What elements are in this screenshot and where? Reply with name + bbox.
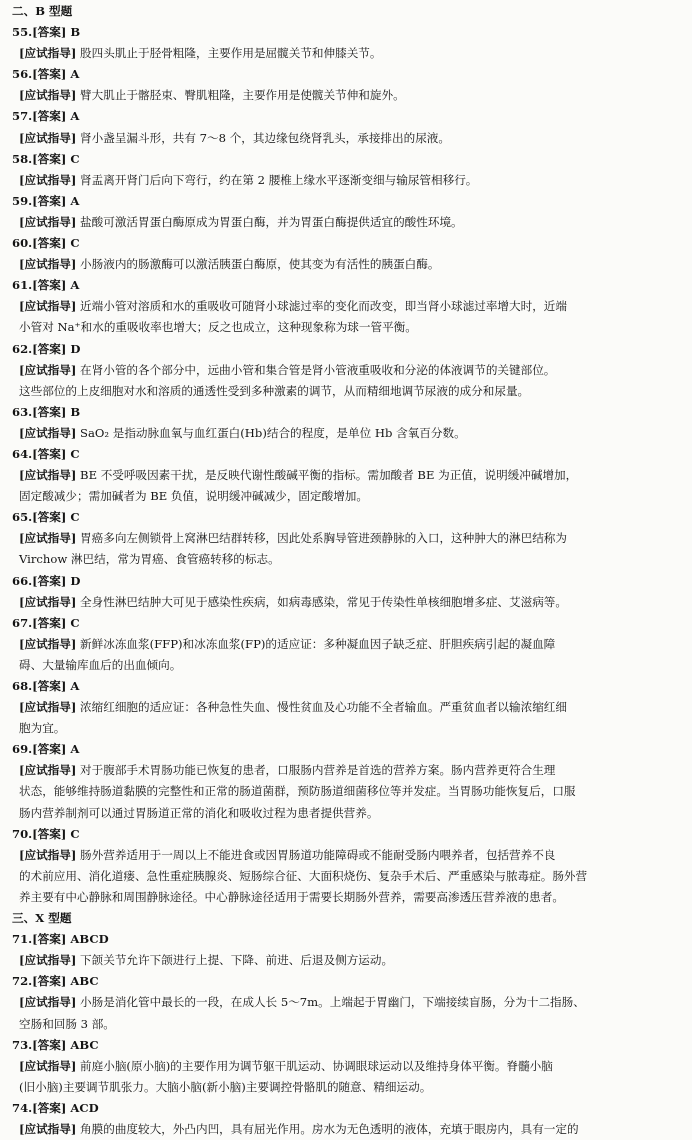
guide-text: 肾小盏呈漏斗形，共有 7～8 个，其边缘包绕肾乳头，承接排出的尿液。 [80, 130, 450, 145]
guide-continuation: 肠内营养制剂可以通过胃肠道正常的消化和吸收过程为患者提供营养。 [19, 805, 379, 820]
guide-line [12, 128, 678, 149]
guide-continuation: Virchow 淋巴结，常为胃癌、食管癌转移的标志。 [19, 552, 280, 567]
guide-tag: [应试指导] [19, 257, 77, 272]
answer-line [12, 64, 678, 85]
answer-value: C [70, 151, 80, 166]
answer-line [12, 571, 678, 592]
guide-tag: [应试指导] [19, 130, 77, 145]
guide-tag: [应试指导] [19, 594, 77, 609]
question-number: 69. [12, 742, 33, 757]
guide-tag: [应试指导] [19, 847, 77, 862]
answer-tag: [答案] [32, 193, 67, 208]
answer-value: B [70, 404, 81, 419]
guide-tag: [应试指导] [19, 700, 77, 715]
answer-line [12, 275, 678, 296]
answer-line [12, 444, 678, 465]
guide-tag: [应试指导] [19, 214, 77, 229]
guide-tag: [应试指导] [19, 953, 77, 968]
question-number: 66. [12, 573, 33, 588]
guide-continuation: 碍、大量输库血后的出血倾向。 [19, 657, 182, 672]
answer-value: ACD [70, 1100, 99, 1115]
guide-tag: [应试指导] [19, 172, 77, 187]
guide-tag: [应试指导] [19, 995, 77, 1010]
answer-tag: [答案] [32, 615, 67, 630]
answer-tag: [答案] [32, 1100, 67, 1115]
guide-tag: [应试指导] [19, 1121, 77, 1136]
guide-tag: [应试指导] [19, 763, 77, 778]
answer-value: C [70, 615, 80, 630]
answer-line [12, 339, 678, 360]
answer-value: ABCD [70, 932, 109, 947]
guide-line [12, 950, 678, 971]
answer-line [12, 929, 678, 950]
question-number: 72. [12, 974, 33, 989]
guide-text: 在肾小管的各个部分中，远曲小管和集合管是肾小管液重吸收和分泌的体液调节的关键部位。 [80, 362, 556, 377]
question-number: 71. [12, 932, 33, 947]
guide-line [12, 85, 678, 106]
answer-tag: [答案] [32, 1037, 67, 1052]
guide-line [12, 1119, 678, 1140]
answer-tag: [答案] [32, 446, 67, 461]
answer-tag: [答案] [32, 341, 67, 356]
answer-line [12, 507, 678, 528]
guide-continuation: 的术前应用、消化道瘘、急性重症胰腺炎、短肠综合征、大面积烧伤、复杂手术后、严重感染与脓毒症。肠外营 [19, 868, 588, 883]
guide-tag: [应试指导] [19, 636, 77, 651]
answer-tag: [答案] [32, 151, 67, 166]
guide-line [12, 296, 678, 317]
answer-tag: [答案] [32, 67, 67, 82]
section-heading: 三、X 型题 [12, 911, 72, 926]
answer-tag: [答案] [32, 932, 67, 947]
answer-tag: [答案] [32, 573, 67, 588]
guide-text: 臂大肌止于髂胫束、臀肌粗隆，主要作用是使髋关节伸和旋外。 [80, 88, 405, 103]
guide-tag: [应试指导] [19, 468, 77, 483]
guide-text: 前庭小脑(原小脑)的主要作用为调节躯干肌运动、协调眼球运动以及维持身体平衡。脊髓小脑 [80, 1058, 553, 1073]
guide-text: 全身性淋巴结肿大可见于感染性疾病，如病毒感染，常见于传染性单核细胞增多症、艾滋病等。 [80, 594, 567, 609]
guide-tag: [应试指导] [19, 46, 77, 61]
answer-tag: [答案] [32, 974, 67, 989]
guide-continuation: 胞为宜。 [19, 721, 66, 736]
answer-value: C [70, 510, 80, 525]
guide-continuation: 养主要有中心静脉和周围静脉途径。中心静脉途径适用于需要长期肠外营养，需要高渗透压营养液的患者。 [19, 889, 564, 904]
guide-line [12, 1056, 678, 1077]
answer-value: A [70, 679, 80, 693]
answer-line [12, 971, 678, 992]
guide-text: 小肠液内的肠激酶可以激活胰蛋白酶原，使其变为有活性的胰蛋白酶。 [80, 257, 440, 272]
guide-text: SaO₂ 是指动脉血氧与血红蛋白(Hb)结合的程度，是单位 Hb 含氧百分数。 [80, 425, 466, 440]
question-number: 68. [12, 679, 33, 693]
guide-text: 新鲜冰冻血浆(FFP)和冰冻血浆(FP)的适应证：多种凝血因子缺乏症、肝胆疾病引起的凝血障 [80, 636, 556, 651]
answer-line [12, 824, 678, 845]
answer-tag: [答案] [32, 404, 67, 419]
answer-value: ABC [70, 974, 99, 989]
guide-text: 盐酸可激活胃蛋白酶原成为胃蛋白酶，并为胃蛋白酶提供适宜的酸性环境。 [80, 214, 463, 229]
guide-continuation: 空肠和回肠 3 部。 [19, 1016, 115, 1031]
answer-tag: [答案] [32, 742, 67, 757]
answer-tag: [答案] [32, 510, 67, 525]
question-number: 60. [12, 236, 33, 251]
answer-tag: [答案] [32, 826, 67, 841]
guide-line [12, 43, 678, 64]
answer-value: C [70, 236, 80, 251]
question-number: 64. [12, 446, 33, 461]
guide-continuation: (旧小脑)主要调节肌张力。大脑小脑(新小脑)主要调控骨骼肌的随意、精细运动。 [19, 1079, 432, 1094]
guide-line [12, 465, 678, 486]
guide-tag: [应试指导] [19, 531, 77, 546]
guide-text: 肠外营养适用于一周以上不能进食或因胃肠道功能障碍或不能耐受肠内喂养者，包括营养不良 [80, 847, 556, 862]
answer-value: A [70, 193, 80, 208]
answer-value: B [70, 25, 81, 40]
guide-text: 浓缩红细胞的适应证：各种急性失血、慢性贫血及心功能不全者输血。严重贫血者以输浓缩红细 [80, 700, 567, 715]
answer-tag: [答案] [32, 278, 67, 293]
answer-value: A [70, 278, 80, 293]
guide-tag: [应试指导] [19, 425, 77, 440]
guide-line [12, 170, 678, 191]
guide-line [12, 992, 678, 1013]
guide-tag: [应试指导] [19, 299, 77, 314]
question-number: 65. [12, 510, 33, 525]
guide-continuation: 小管对 Na⁺和水的重吸收率也增大；反之也成立，这种现象称为球一管平衡。 [19, 320, 417, 335]
answer-value: D [70, 573, 81, 588]
guide-line [12, 254, 678, 275]
answer-value: D [70, 341, 81, 356]
guide-line [12, 845, 678, 866]
guide-text: 小肠是消化管中最长的一段，在成人长 5～7m。上端起于胃幽门，下端接续盲肠，分为十二指肠、 [80, 995, 585, 1010]
answer-line [12, 739, 678, 760]
question-number: 73. [12, 1037, 33, 1052]
guide-tag: [应试指导] [19, 1058, 77, 1073]
answer-value: ABC [70, 1037, 99, 1052]
question-number: 57. [12, 109, 33, 124]
question-number: 59. [12, 193, 33, 208]
answer-value: A [70, 742, 80, 757]
guide-continuation: 这些部位的上皮细胞对水和溶质的通透性受到多种激素的调节，从而精细地调节尿液的成分和尿量。 [19, 383, 530, 398]
guide-text: 胃癌多向左侧锁骨上窝淋巴结群转移，因此处系胸导管进颈静脉的入口，这种肿大的淋巴结称为 [80, 531, 567, 546]
question-number: 67. [12, 615, 33, 630]
question-number: 63. [12, 404, 33, 419]
guide-line [12, 212, 678, 233]
guide-line [12, 760, 678, 781]
question-number: 55. [12, 25, 33, 40]
answer-line [12, 22, 678, 43]
question-number: 58. [12, 151, 33, 166]
guide-text: 股四头肌止于胫骨粗隆，主要作用是屈髋关节和伸膝关节。 [80, 46, 382, 61]
guide-tag: [应试指导] [19, 88, 77, 103]
guide-continuation: 状态，能够维持肠道黏膜的完整性和正常的肠道菌群，预防肠道细菌移位等并发症。当胃肠功能恢复后，口服 [19, 784, 576, 799]
answer-line [12, 191, 678, 212]
guide-line [12, 697, 678, 718]
answer-line [12, 613, 678, 634]
guide-text: 近端小管对溶质和水的重吸收可随肾小球滤过率的变化而改变，即当肾小球滤过率增大时，近端 [80, 299, 567, 314]
answer-tag: [答案] [32, 25, 67, 40]
answer-line [12, 106, 678, 127]
guide-text: BE 不受呼吸因素干扰，是反映代谢性酸碱平衡的指标。需加酸者 BE 为正值，说明缓冲碱增加， [80, 468, 578, 483]
question-number: 70. [12, 826, 33, 841]
guide-text: 角膜的曲度较大，外凸内凹，具有屈光作用。房水为无色透明的液体，充填于眼房内，具有一定的 [80, 1121, 579, 1136]
answer-line [12, 402, 678, 423]
answer-line [12, 676, 678, 697]
guide-line [12, 528, 678, 549]
guide-line [12, 592, 678, 613]
answer-value: A [70, 109, 80, 124]
answer-value: C [70, 826, 80, 841]
guide-line [12, 360, 678, 381]
answer-line [12, 149, 678, 170]
guide-text: 对于腹部手术胃肠功能已恢复的患者，口服肠内营养是首选的营养方案。肠内营养更符合生理 [80, 763, 556, 778]
section-heading: 二、B 型题 [12, 4, 73, 18]
question-number: 74. [12, 1100, 33, 1115]
question-number: 61. [12, 278, 33, 293]
answer-line [12, 1098, 678, 1119]
answer-value: A [70, 67, 80, 82]
guide-text: 肾盂离开肾门后向下弯行，约在第 2 腰椎上缘水平逐渐变细与输尿管相移行。 [80, 172, 478, 187]
answer-tag: [答案] [32, 679, 67, 693]
guide-line [12, 423, 678, 444]
question-number: 56. [12, 67, 33, 82]
question-number: 62. [12, 341, 33, 356]
answer-value: C [70, 446, 80, 461]
guide-tag: [应试指导] [19, 362, 77, 377]
answer-line [12, 233, 678, 254]
answer-tag: [答案] [32, 109, 67, 124]
guide-text: 下颌关节允许下颌进行上提、下降、前进、后退及侧方运动。 [80, 953, 394, 968]
answer-tag: [答案] [32, 236, 67, 251]
guide-continuation: 固定酸减少；需加碱者为 BE 负值，说明缓冲碱减少，固定酸增加。 [19, 489, 368, 504]
guide-line [12, 634, 678, 655]
answer-line [12, 1035, 678, 1056]
